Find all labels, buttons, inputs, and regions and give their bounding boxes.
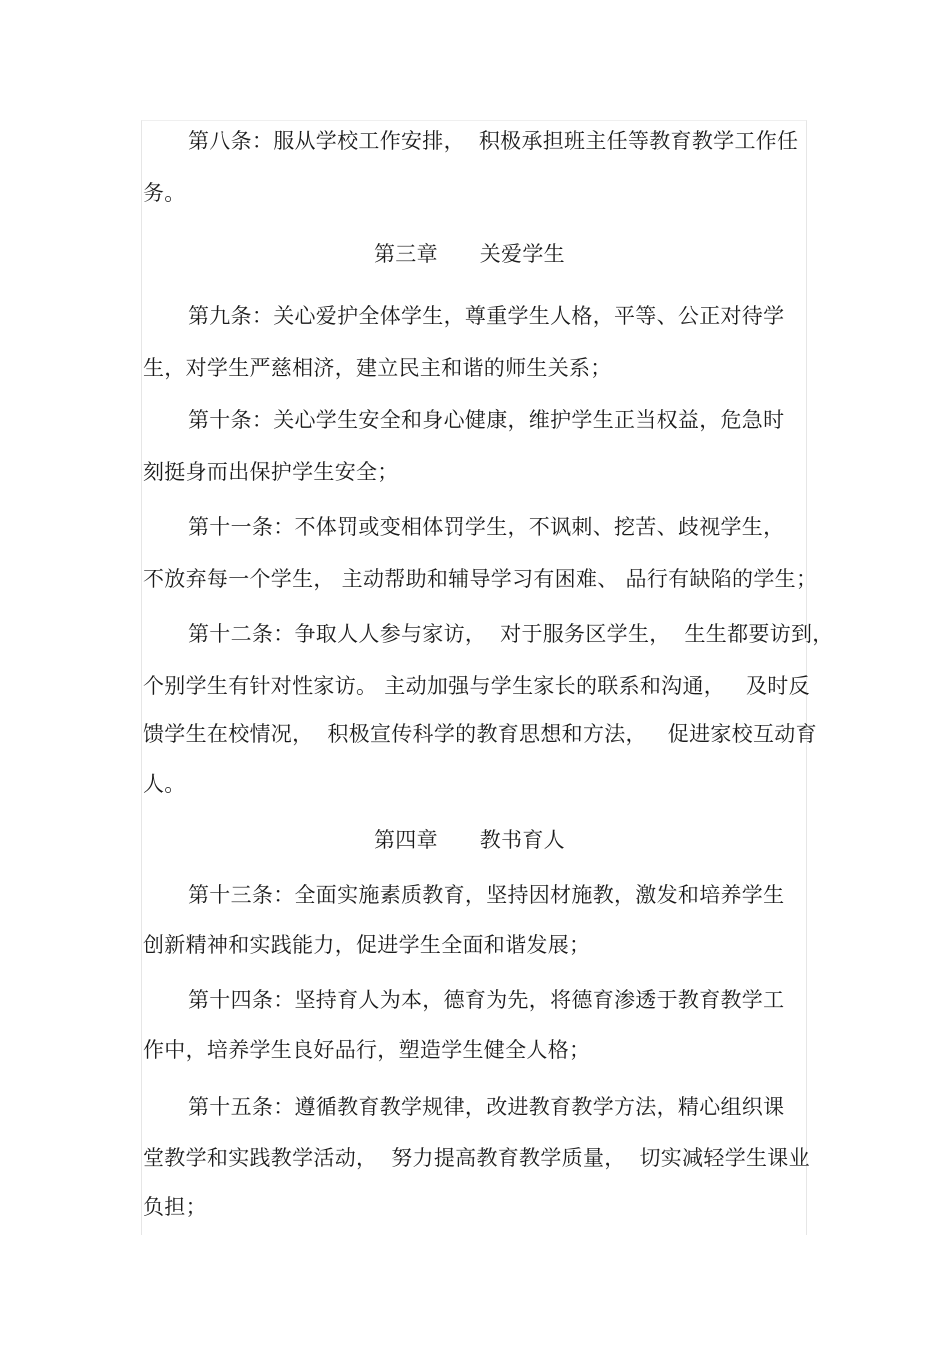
article-14-line-1: 第十四条：坚持育人为本，德育为先，将德育渗透于教育教学工 bbox=[188, 988, 785, 1012]
article-12-line-2: 个别学生有针对性家访。 主动加强与学生家长的联系和沟通， 及时反 bbox=[143, 674, 810, 698]
article-10-line-2: 刻挺身而出保护学生安全； bbox=[143, 460, 399, 484]
article-12-line-1: 第十二条：争取人人参与家访， 对于服务区学生， 生生都要访到， bbox=[188, 622, 834, 646]
article-12-line-3: 馈学生在校情况， 积极宣传科学的教育思想和方法， 促进家校互动育 bbox=[143, 722, 817, 746]
article-11-line-2: 不放弃每一个学生， 主动帮助和辅导学习有困难、 品行有缺陷的学生； bbox=[143, 567, 818, 591]
article-10-line-1: 第十条：关心学生安全和身心健康，维护学生正当权益，危急时 bbox=[188, 408, 785, 432]
article-13-line-2: 创新精神和实践能力，促进学生全面和谐发展； bbox=[143, 933, 591, 957]
article-14-line-2: 作中，培养学生良好品行，塑造学生健全人格； bbox=[143, 1038, 591, 1062]
article-15-line-2: 堂教学和实践教学活动， 努力提高教育教学质量， 切实减轻学生课业 bbox=[143, 1146, 810, 1170]
article-12-line-4: 人。 bbox=[143, 772, 186, 796]
article-15-line-1: 第十五条：遵循教育教学规律，改进教育教学方法，精心组织课 bbox=[188, 1095, 785, 1119]
article-8-line-2: 务。 bbox=[143, 181, 186, 205]
chapter-4-heading: 第四章 教书育人 bbox=[374, 828, 565, 852]
article-8-line-1: 第八条：服从学校工作安排， 积极承担班主任等教育教学工作任 bbox=[188, 129, 799, 153]
article-15-line-3: 负担； bbox=[143, 1195, 207, 1219]
article-13-line-1: 第十三条：全面实施素质教育，坚持因材施教，激发和培养学生 bbox=[188, 883, 785, 907]
chapter-3-heading: 第三章 关爱学生 bbox=[374, 242, 565, 266]
article-9-line-2: 生，对学生严慈相济，建立民主和谐的师生关系； bbox=[143, 356, 612, 380]
article-9-line-1: 第九条：关心爱护全体学生，尊重学生人格，平等、公正对待学 bbox=[188, 304, 785, 328]
article-11-line-1: 第十一条：不体罚或变相体罚学生，不讽刺、挖苦、歧视学生， bbox=[188, 515, 785, 539]
